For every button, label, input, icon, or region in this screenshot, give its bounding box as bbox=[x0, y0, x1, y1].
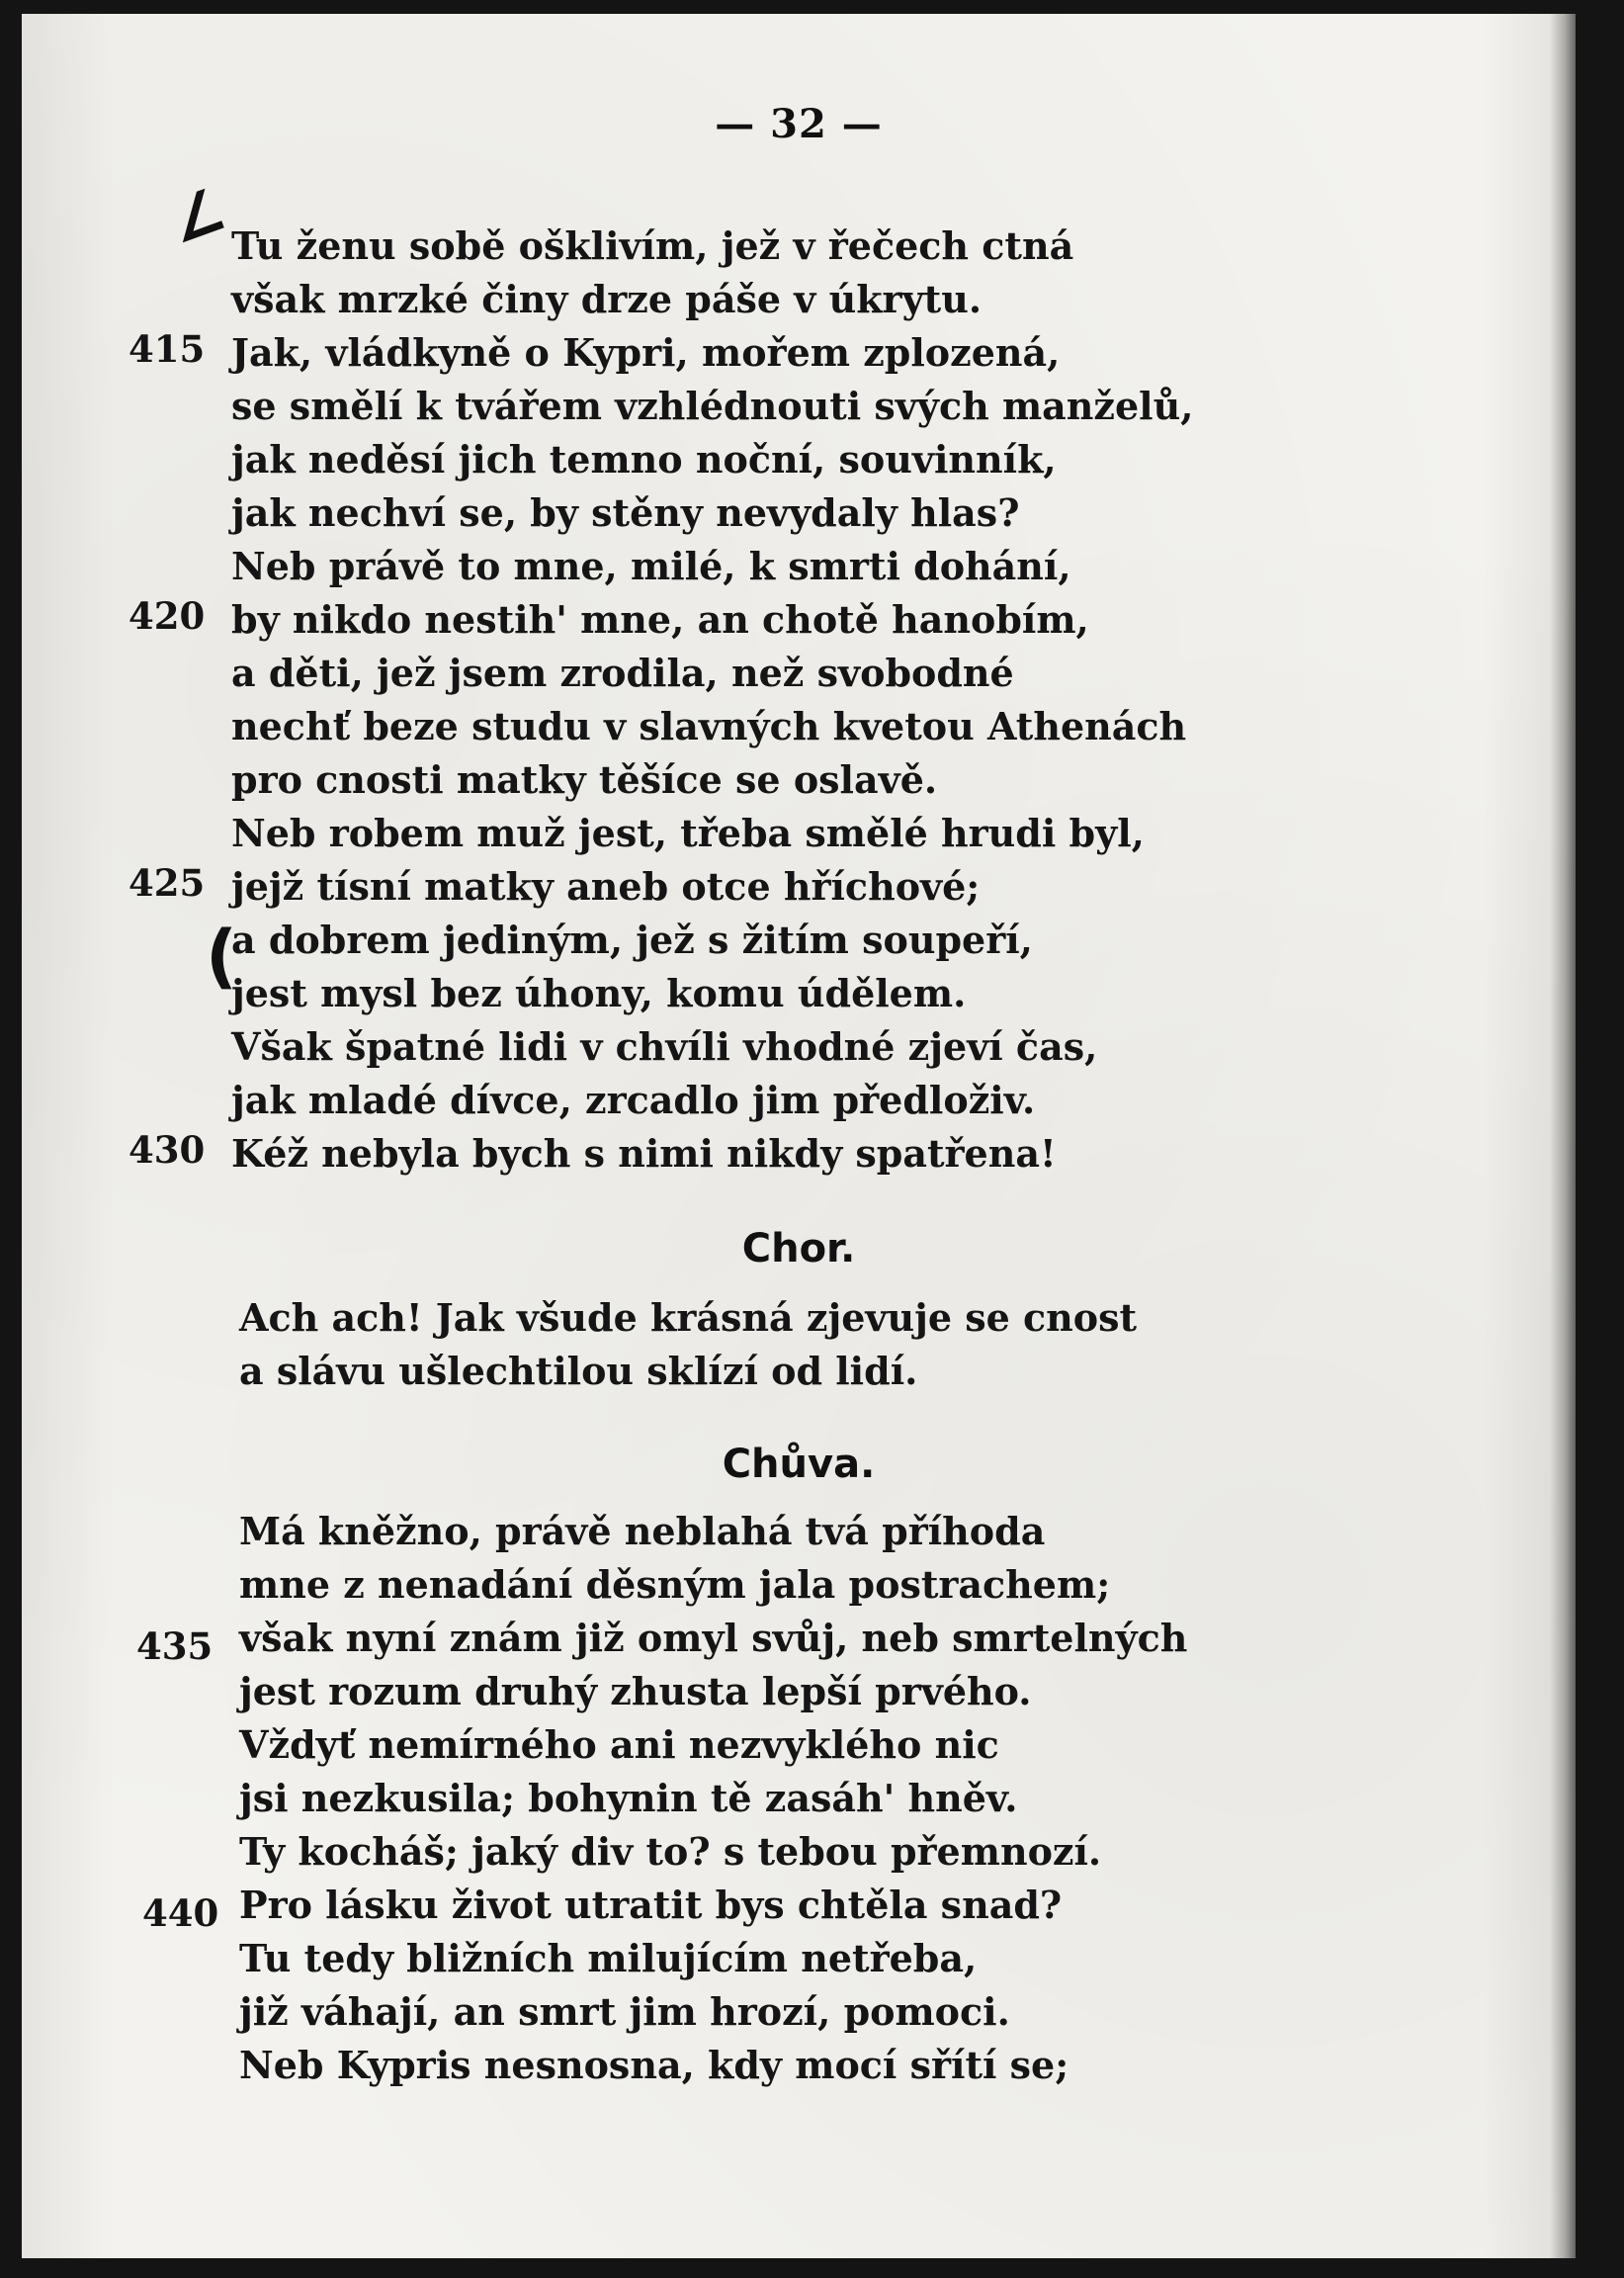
verse-line: již váhají, an smrt jim hrozí, pomoci. bbox=[239, 1989, 1010, 2034]
verse-line: Má kněžno, právě neblahá tvá příhoda bbox=[239, 1509, 1046, 1553]
verse-line: a dobrem jediným, jež s žitím soupeří, bbox=[231, 918, 1033, 962]
margin-pencil-mark-middle: ( bbox=[206, 916, 237, 997]
verse-line: jest mysl bez úhony, komu údělem. bbox=[231, 971, 967, 1015]
verse-line: Kéž nebyla bych s nimi nikdy spatřena! bbox=[231, 1131, 1057, 1176]
verse-line: jak nechví se, by stěny nevydaly hlas? bbox=[231, 490, 1020, 535]
verse-line: Ty kocháš; jaký div to? s tebou přemnozí. bbox=[239, 1829, 1102, 1874]
verse-line: však mrzké činy drze páše v úkrytu. bbox=[231, 277, 983, 321]
book-page bbox=[22, 14, 1576, 2258]
verse-line: Tu tedy bližních milujícím netřeba, bbox=[239, 1936, 978, 1980]
line-number: 430 bbox=[128, 1128, 206, 1172]
line-number: 415 bbox=[128, 327, 206, 371]
verse-line: pro cnosti matky těšíce se oslavě. bbox=[231, 757, 938, 802]
verse-line: Vždyť nemírného ani nezvyklého nic bbox=[239, 1722, 999, 1767]
page-spine-shadow bbox=[1550, 14, 1576, 2258]
verse-line: však nyní znám již omyl svůj, neb smrtelných bbox=[239, 1616, 1188, 1660]
line-number: 440 bbox=[142, 1891, 219, 1935]
verse-line: Neb Kypris nesnosna, kdy mocí sřítí se; bbox=[239, 2043, 1069, 2087]
verse-line: Neb právě to mne, milé, k smrti dohání, bbox=[231, 544, 1071, 588]
speaker-heading-chor: Chor. bbox=[741, 1226, 856, 1271]
verse-line: jest rozum druhý zhusta lepší prvého. bbox=[239, 1669, 1032, 1713]
verse-line: jejž tísní matky aneb otce hříchové; bbox=[231, 864, 981, 909]
verse-line: Pro lásku život utratit bys chtěla snad? bbox=[239, 1883, 1063, 1927]
verse-line: jak mladé dívce, zrcadlo jim předloživ. bbox=[231, 1078, 1036, 1122]
verse-line: Jak, vládkyně o Kypri, mořem zplozená, bbox=[231, 330, 1061, 375]
speaker-heading-chuva: Chůva. bbox=[722, 1442, 876, 1487]
verse-line: jsi nezkusila; bohynin tě zasáh' hněv. bbox=[239, 1776, 1018, 1820]
verse-line: mne z nenadání děsným jala postrachem; bbox=[239, 1562, 1111, 1607]
verse-line: jak neděsí jich temno noční, souvinník, bbox=[231, 437, 1057, 482]
verse-line: se smělí k tvářem vzhlédnouti svých manželů, bbox=[231, 384, 1194, 428]
verse-line: Neb robem muž jest, třeba smělé hrudi byl, bbox=[231, 811, 1145, 855]
verse-line: nechť beze studu v slavných kvetou Athenách bbox=[231, 704, 1187, 748]
verse-line: Ach ach! Jak všude krásná zjevuje se cnost bbox=[239, 1295, 1138, 1340]
verse-line: by nikdo nestih' mne, an chotě hanobím, bbox=[231, 597, 1089, 642]
line-number: 435 bbox=[136, 1624, 214, 1668]
line-number: 425 bbox=[128, 861, 206, 905]
margin-pencil-mark-top: ∠ bbox=[159, 174, 234, 259]
verse-line: a děti, jež jsem zrodila, než svobodné bbox=[231, 651, 1014, 695]
verse-line: Však špatné lidi v chvíli vhodné zjeví čas, bbox=[231, 1024, 1098, 1069]
verse-line: a slávu ušlechtilou sklízí od lidí. bbox=[239, 1349, 918, 1393]
verse-line: Tu ženu sobě ošklivím, jež v řečech ctná bbox=[231, 223, 1074, 268]
line-number: 420 bbox=[128, 594, 206, 638]
page-number: — 32 — bbox=[715, 101, 883, 147]
